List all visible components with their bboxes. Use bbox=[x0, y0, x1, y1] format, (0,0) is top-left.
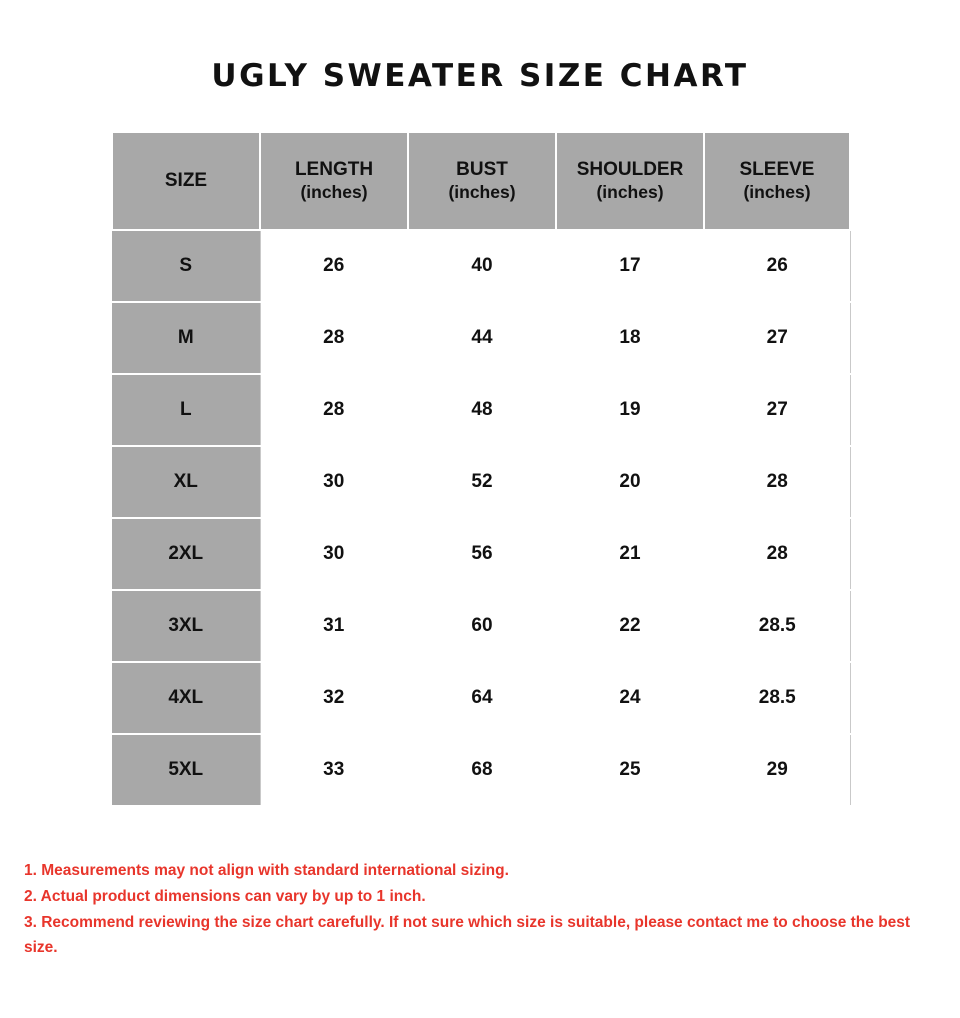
cell-shoulder: 17 bbox=[556, 230, 704, 302]
column-header-size bbox=[112, 132, 260, 230]
cell-length: 33 bbox=[260, 734, 408, 806]
cell-shoulder: 25 bbox=[556, 734, 704, 806]
column-header-length bbox=[260, 132, 408, 230]
column-header-sleeve-label: SLEEVE bbox=[739, 159, 815, 181]
cell-bust: 68 bbox=[408, 734, 556, 806]
cell-shoulder: 20 bbox=[556, 446, 704, 518]
cell-bust: 60 bbox=[408, 590, 556, 662]
cell-bust: 52 bbox=[408, 446, 556, 518]
cell-size: M bbox=[112, 302, 260, 374]
cell-sleeve: 27 bbox=[704, 374, 850, 446]
table-header-row bbox=[112, 132, 850, 230]
cell-sleeve: 28 bbox=[704, 446, 850, 518]
cell-length: 28 bbox=[260, 374, 408, 446]
cell-size: 4XL bbox=[112, 662, 260, 734]
cell-shoulder: 22 bbox=[556, 590, 704, 662]
column-header-length-label: LENGTH bbox=[294, 159, 374, 181]
cell-bust: 56 bbox=[408, 518, 556, 590]
cell-sleeve: 27 bbox=[704, 302, 850, 374]
cell-bust: 44 bbox=[408, 302, 556, 374]
size-chart-page bbox=[0, 58, 960, 1018]
column-header-shoulder-label: SHOULDER bbox=[576, 159, 684, 181]
table-row bbox=[112, 518, 850, 590]
table-row bbox=[112, 230, 850, 302]
cell-size: L bbox=[112, 374, 260, 446]
table-row bbox=[112, 374, 850, 446]
size-chart-table bbox=[111, 131, 851, 807]
cell-length: 32 bbox=[260, 662, 408, 734]
cell-sleeve: 26 bbox=[704, 230, 850, 302]
cell-size: S bbox=[112, 230, 260, 302]
column-header-sleeve bbox=[704, 132, 850, 230]
table-row bbox=[112, 590, 850, 662]
cell-sleeve: 29 bbox=[704, 734, 850, 806]
column-header-sleeve-unit: (inches) bbox=[743, 181, 811, 202]
cell-size: 5XL bbox=[112, 734, 260, 806]
note-item-3: 3. Recommend reviewing the size chart carefully. If not sure which size is suitable, please contact me to choose the best size. bbox=[24, 914, 911, 957]
note-item-2: 2. Actual product dimensions can vary by up to 1 inch. bbox=[24, 888, 426, 906]
table-row bbox=[112, 662, 850, 734]
column-header-size-label: SIZE bbox=[164, 170, 208, 192]
column-header-bust-label: BUST bbox=[456, 159, 508, 181]
table-row bbox=[112, 302, 850, 374]
cell-length: 30 bbox=[260, 518, 408, 590]
column-header-length-unit: (inches) bbox=[300, 181, 368, 202]
cell-length: 26 bbox=[260, 230, 408, 302]
cell-sleeve: 28 bbox=[704, 518, 850, 590]
cell-shoulder: 21 bbox=[556, 518, 704, 590]
cell-size: 2XL bbox=[112, 518, 260, 590]
cell-size: 3XL bbox=[112, 590, 260, 662]
table-header bbox=[112, 132, 850, 230]
page-title: UGLY SWEATER SIZE CHART bbox=[211, 58, 749, 94]
note-item-1: 1. Measurements may not align with standard international sizing. bbox=[24, 862, 509, 879]
cell-length: 28 bbox=[260, 302, 408, 374]
cell-sleeve: 28.5 bbox=[704, 590, 850, 662]
cell-length: 31 bbox=[260, 590, 408, 662]
column-header-bust bbox=[408, 132, 556, 230]
table-row bbox=[112, 446, 850, 518]
cell-bust: 64 bbox=[408, 662, 556, 734]
cell-bust: 48 bbox=[408, 374, 556, 446]
size-chart-table-wrap bbox=[111, 131, 849, 807]
cell-size: XL bbox=[112, 446, 260, 518]
notes-section bbox=[24, 858, 924, 961]
cell-shoulder: 18 bbox=[556, 302, 704, 374]
cell-shoulder: 19 bbox=[556, 374, 704, 446]
cell-length: 30 bbox=[260, 446, 408, 518]
cell-sleeve: 28.5 bbox=[704, 662, 850, 734]
table-body bbox=[112, 230, 850, 806]
column-header-bust-unit: (inches) bbox=[448, 181, 516, 202]
cell-bust: 40 bbox=[408, 230, 556, 302]
cell-shoulder: 24 bbox=[556, 662, 704, 734]
table-row bbox=[112, 734, 850, 806]
column-header-shoulder bbox=[556, 132, 704, 230]
column-header-shoulder-unit: (inches) bbox=[596, 181, 664, 202]
